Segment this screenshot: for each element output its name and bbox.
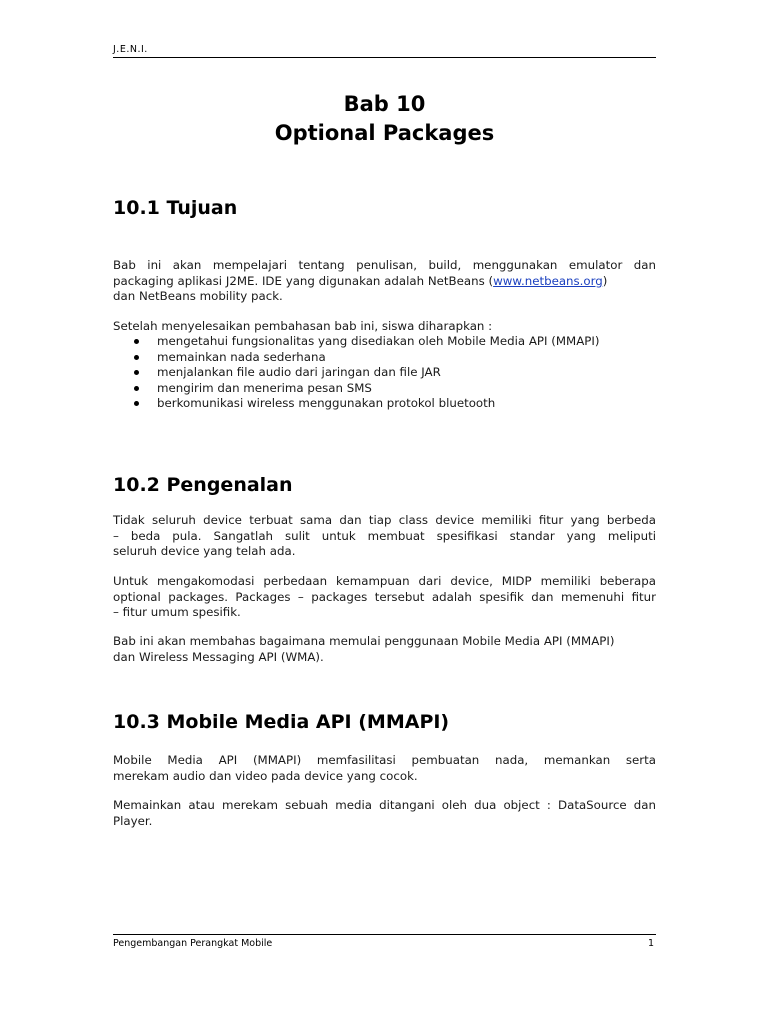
section-heading-mmapi: 10.3 Mobile Media API (MMAPI): [113, 711, 450, 733]
running-header: J.E.N.I.: [113, 44, 148, 55]
text-line: – beda pula. Sangatlah sulit untuk membuat spesifikasi standar yang meliputi: [113, 528, 656, 543]
list-item: berkomunikasi wireless menggunakan protokol bluetooth: [113, 396, 656, 412]
bullet-icon: [134, 401, 139, 406]
bullet-icon: [134, 370, 139, 375]
goals-intro: Setelah menyelesaikan pembahasan bab ini, siswa diharapkan :: [113, 319, 493, 333]
footer-rule: [113, 934, 656, 935]
text-line: – fitur umum spesifik.: [113, 605, 241, 619]
text-line: dan Wireless Messaging API (WMA).: [113, 649, 324, 664]
text-line: seluruh device yang telah ada.: [113, 544, 296, 558]
text-line: merekam audio dan video pada device yang cocok.: [113, 768, 418, 783]
chapter-title: [113, 90, 656, 148]
goals-list: [113, 334, 656, 412]
text-line: Memainkan atau merekam sebuah media ditangani oleh dua object : DataSource dan: [113, 798, 656, 812]
bullet-icon: [134, 355, 139, 360]
list-item: mengetahui fungsionalitas yang disediakan oleh Mobile Media API (MMAPI): [113, 334, 656, 350]
header-rule: [113, 57, 656, 58]
text-line: Bab ini akan membahas bagaimana memulai penggunaan Mobile Media API (MMAPI): [113, 634, 615, 648]
text-line: Player.: [113, 813, 153, 828]
running-footer: Pengembangan Perangkat Mobile: [113, 938, 273, 949]
bullet-icon: [134, 339, 139, 344]
list-item: menjalankan file audio dari jaringan dan file JAR: [113, 365, 656, 381]
text-line: optional packages. Packages – packages tersebut adalah spesifik dan memenuhi fitur: [113, 589, 656, 604]
chapter-name: Optional Packages: [274, 121, 495, 145]
netbeans-link[interactable]: www.netbeans.org: [493, 273, 603, 288]
document-page: [113, 0, 656, 1024]
text-line: packaging aplikasi J2ME. IDE yang digunakan adalah NetBeans (www.netbeans.org): [113, 273, 608, 288]
text-line: Tidak seluruh device terbuat sama dan tiap class device memiliki fitur yang berbeda: [113, 513, 656, 527]
text-line: Bab ini akan mempelajari tentang penulisan, build, menggunakan emulator dan: [113, 258, 656, 272]
paragraph-pengenalan-1: [113, 513, 656, 560]
bullet-icon: [134, 386, 139, 391]
paragraph-mmapi-2: [113, 798, 656, 829]
paragraph-tujuan-intro: [113, 258, 656, 305]
paragraph-pengenalan-2: [113, 574, 656, 621]
text-line: Untuk mengakomodasi perbedaan kemampuan dari device, MIDP memiliki beberapa: [113, 574, 656, 588]
chapter-number: Bab 10: [343, 92, 426, 116]
section-heading-tujuan: 10.1 Tujuan: [113, 197, 238, 219]
list-item: mengirim dan menerima pesan SMS: [113, 381, 656, 397]
text-line: Mobile Media API (MMAPI) memfasilitasi pembuatan nada, memankan serta: [113, 753, 656, 767]
section-heading-pengenalan: 10.2 Pengenalan: [113, 474, 293, 496]
page-number: 1: [647, 938, 654, 949]
paragraph-mmapi-1: [113, 753, 656, 784]
paragraph-pengenalan-3: [113, 634, 656, 665]
list-item: memainkan nada sederhana: [113, 350, 656, 366]
text-line: dan NetBeans mobility pack.: [113, 289, 283, 303]
